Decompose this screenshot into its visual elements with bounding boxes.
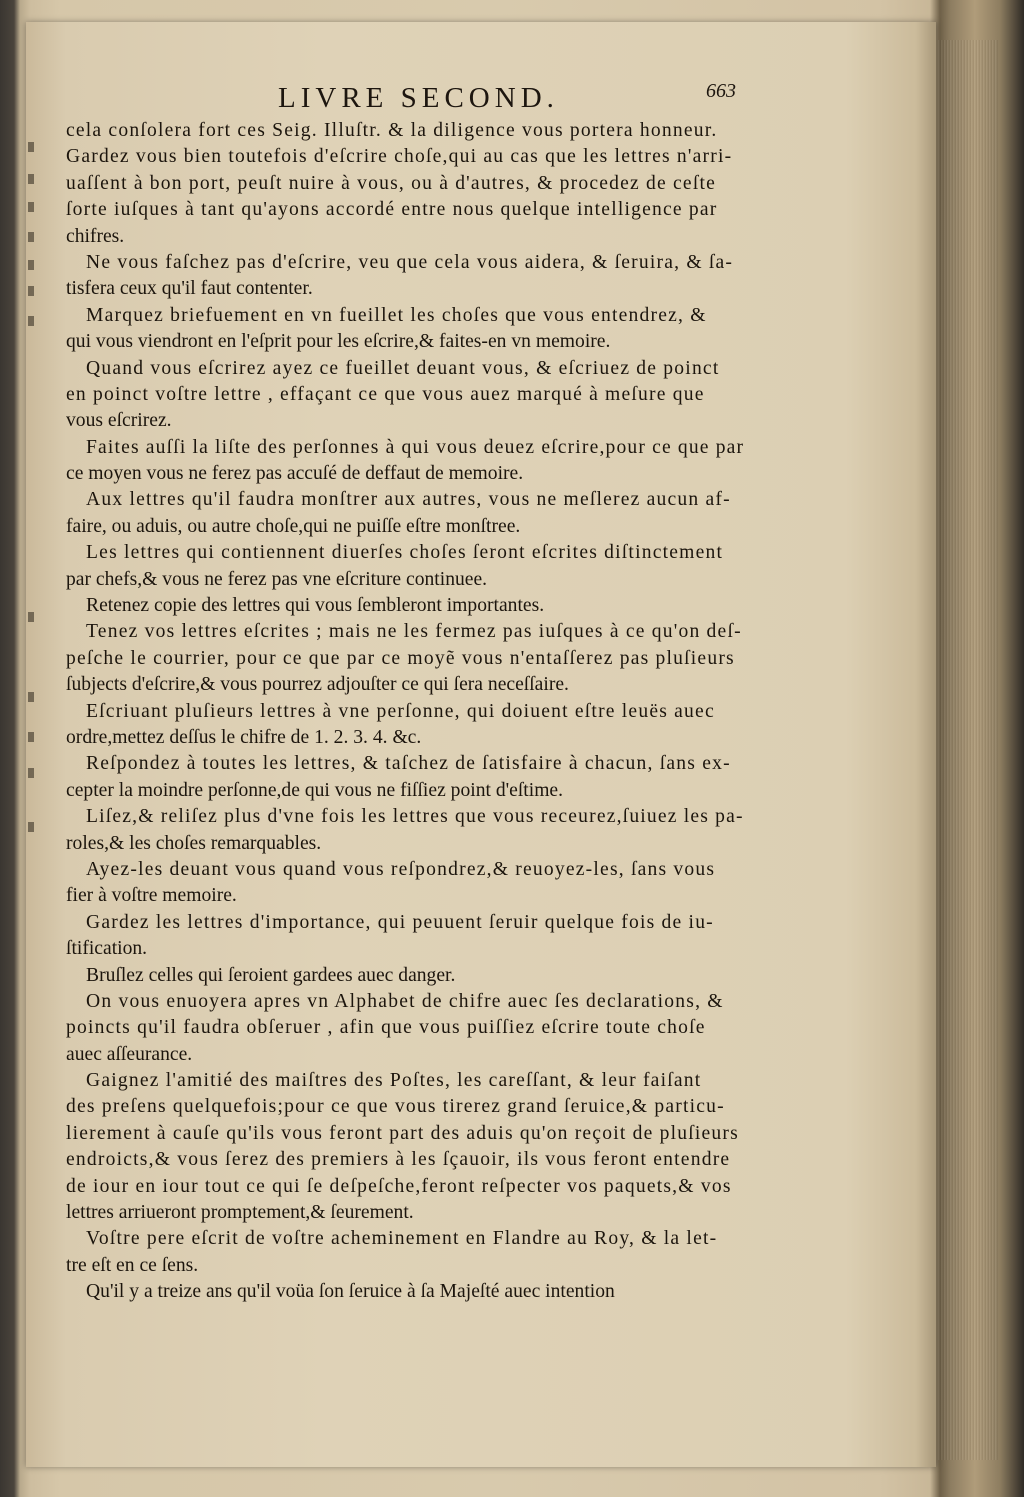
margin-mark <box>28 732 34 742</box>
text-line: Voſtre pere eſcrit de voſtre acheminement en Flandre au Roy, & la let- <box>86 1228 718 1250</box>
text-line: cepter la moindre perſonne,de qui vous ne fiſſiez point d'eſtime. <box>66 779 564 801</box>
text-line: ſorte iuſques à tant qu'ayons accordé entre nous quelque intelligence par <box>66 199 718 221</box>
text-line: fier à voſtre memoire. <box>66 885 237 907</box>
text-line: qui vous viendront en l'eſprit pour les eſcrire,& faites-en vn memoire. <box>66 331 611 353</box>
text-line: en poinct voſtre lettre , effaçant ce que vous auez marqué à meſure que <box>66 383 705 405</box>
margin-mark <box>28 612 34 622</box>
margin-mark <box>28 202 34 212</box>
page-number: 663 <box>706 80 736 102</box>
margin-mark <box>28 142 34 152</box>
text-line: Quand vous eſcrirez ayez ce fueillet deuant vous, & eſcriuez de poinct <box>86 357 720 379</box>
text-line: Eſcriuant pluſieurs lettres à vne perſonne, qui doiuent eſtre leuës auec <box>86 700 715 722</box>
text-line: vous eſcrirez. <box>66 410 172 432</box>
body-text <box>66 118 744 1306</box>
text-line: lettres arriueront promptement,& ſeurement. <box>66 1202 414 1224</box>
text-line: Tenez vos lettres eſcrites ; mais ne les fermez pas iuſques à ce qu'on deſ- <box>86 621 742 643</box>
text-line: lierement à cauſe qu'ils vous feront part des aduis qu'on reçoit de pluſieurs <box>66 1122 739 1144</box>
text-line: On vous enuoyera apres vn Alphabet de chifre auec ſes declarations, & <box>86 990 724 1012</box>
margin-mark <box>28 260 34 270</box>
text-line: Liſez,& reliſez plus d'vne fois les lettres que vous receurez,ſuiuez les pa- <box>86 806 744 828</box>
text-line: Gaignez l'amitié des maiſtres des Poſtes, les careſſant, & leur faiſant <box>86 1070 702 1092</box>
text-line: Les lettres qui contiennent diuerſes choſes ſeront eſcrites diſtinctement <box>86 542 724 564</box>
text-line: Reſpondez à toutes les lettres, & taſchez de ſatisfaire à chacun, ſans ex- <box>86 753 731 775</box>
text-line: Retenez copie des lettres qui vous ſembleront importantes. <box>86 595 545 617</box>
text-line: Qu'il y a treize ans qu'il voüa ſon ſeruice à ſa Majeſté auec intention <box>86 1281 615 1303</box>
text-line: Marquez briefuement en vn fueillet les choſes que vous entendrez, & <box>86 304 707 326</box>
page-fore-edge <box>938 40 998 1460</box>
text-line: chifres. <box>66 225 125 247</box>
text-line: Aux lettres qu'il faudra monſtrer aux autres, vous ne meſlerez aucun af- <box>86 489 731 511</box>
text-line: poincts qu'il faudra obſeruer , afin que vous puiſſiez eſcrire toute choſe <box>66 1017 706 1039</box>
text-line: par chefs,& vous ne ferez pas vne eſcriture continuee. <box>66 568 488 590</box>
margin-mark <box>28 286 34 296</box>
text-line: ſubjects d'eſcrire,& vous pourrez adjouſter ce qui ſera neceſſaire. <box>66 674 569 696</box>
running-head: LIVRE SECOND. <box>278 82 559 114</box>
text-line: ſtification. <box>66 938 148 960</box>
text-line: Gardez vous bien toutefois d'eſcrire choſe,qui au cas que les lettres n'arri- <box>66 146 733 168</box>
text-line: ordre,mettez deſſus le chifre de 1. 2. 3. 4. &c. <box>66 726 422 748</box>
margin-mark <box>28 316 34 326</box>
facing-page-margin <box>26 132 40 1232</box>
text-line: Faites auſſi la liſte des perſonnes à qui vous deuez eſcrire,pour ce que par <box>86 436 745 458</box>
margin-mark <box>28 174 34 184</box>
margin-mark <box>28 822 34 832</box>
margin-mark <box>28 232 34 242</box>
text-line: tisfera ceux qu'il faut contenter. <box>66 278 313 300</box>
text-line: Ayez-les deuant vous quand vous reſpondrez,& reuoyez-les, ſans vous <box>86 858 716 880</box>
text-line: Ne vous faſchez pas d'eſcrire, veu que cela vous aidera, & ſeruira, & ſa- <box>86 251 734 273</box>
text-line: faire, ou aduis, ou autre choſe,qui ne puiſſe eſtre monſtree. <box>66 515 521 537</box>
text-line: des preſens quelquefois;pour ce que vous tirerez grand ſeruice,& particu- <box>66 1096 725 1118</box>
text-line: peſche le courrier, pour ce que par ce moyẽ vous n'entaſſerez pas pluſieurs <box>66 647 735 669</box>
text-line: ce moyen vous ne ferez pas accuſé de deffaut de memoire. <box>66 463 524 485</box>
text-line: endroicts,& vous ſerez des premiers à les ſçauoir, ils vous feront entendre <box>66 1149 731 1171</box>
text-line: Bruſlez celles qui ſeroient gardees auec danger. <box>86 964 456 986</box>
margin-mark <box>28 692 34 702</box>
text-line: cela conſolera fort ces Seig. Illuſtr. & la diligence vous portera honneur. <box>66 120 718 141</box>
text-line: uaſſent à bon port, peuſt nuire à vous, ou à d'autres, & procedez de ceſte <box>66 172 717 194</box>
text-line: de iour en iour tout ce qui ſe deſpeſche,feront reſpecter vos paquets,& vos <box>66 1175 732 1197</box>
text-line: tre eſt en ce ſens. <box>66 1254 199 1276</box>
text-line: roles,& les choſes remarquables. <box>66 832 322 854</box>
text-line: Gardez les lettres d'importance, qui peuuent ſeruir quelque fois de iu- <box>86 911 714 933</box>
text-line: auec aſſeurance. <box>66 1043 193 1065</box>
margin-mark <box>28 768 34 778</box>
